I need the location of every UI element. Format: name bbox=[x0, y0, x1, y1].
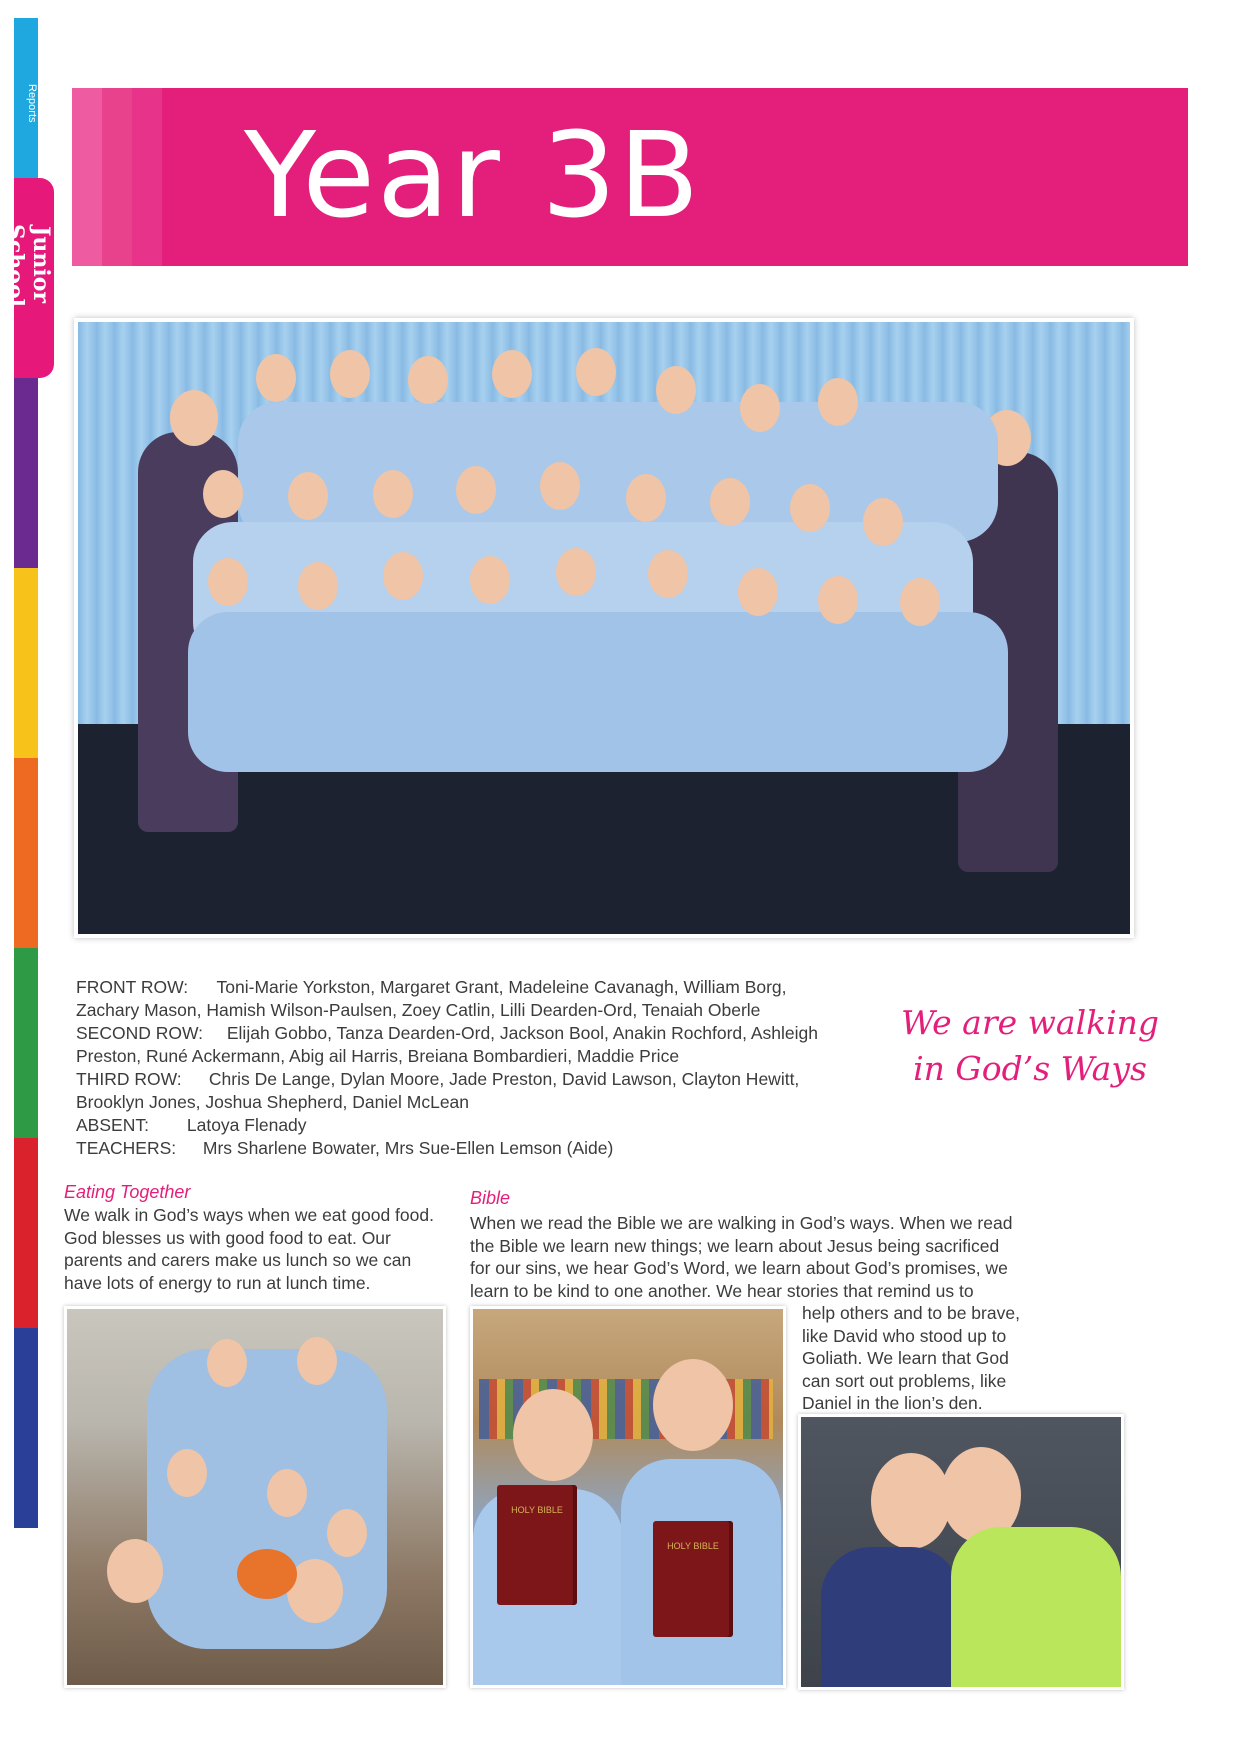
tab-section-purple[interactable] bbox=[14, 378, 38, 568]
tab-section-blue[interactable] bbox=[14, 1328, 38, 1528]
teachers-names: Mrs Sharlene Bowater, Mrs Sue-Ellen Lemson (Aide) bbox=[202, 1138, 614, 1158]
student-head bbox=[167, 1449, 207, 1497]
student-head bbox=[267, 1469, 307, 1517]
eating-together-heading: Eating Together bbox=[64, 1182, 191, 1202]
student-head bbox=[653, 1359, 733, 1451]
bible-book-label: HOLY BIBLE bbox=[667, 1541, 719, 1551]
absent-names: Latoya Flenady bbox=[186, 1115, 307, 1135]
motto-line-2: in God’s Ways bbox=[913, 1049, 1147, 1088]
student-head bbox=[513, 1389, 593, 1481]
front-row-names-1: Toni-Marie Yorkston, Margaret Grant, Madeleine Cavanagh, William Borg, bbox=[216, 977, 787, 997]
page-header-banner bbox=[72, 88, 1188, 266]
banner-stripe bbox=[102, 88, 132, 266]
teachers-line bbox=[76, 1137, 876, 1160]
student-head bbox=[330, 350, 370, 398]
bible-photo bbox=[470, 1306, 786, 1688]
tab-section-yellow[interactable] bbox=[14, 568, 38, 758]
student-head bbox=[408, 356, 448, 404]
tab-junior-school-label: Junior School bbox=[2, 223, 54, 307]
student-head bbox=[107, 1539, 163, 1603]
teachers-label: TEACHERS: bbox=[76, 1138, 177, 1158]
student-jacket bbox=[821, 1547, 961, 1687]
banner-stripe bbox=[72, 88, 102, 266]
student-head bbox=[203, 470, 243, 518]
motto bbox=[880, 1000, 1180, 1092]
student-head bbox=[900, 578, 940, 626]
tab-reports[interactable] bbox=[14, 18, 38, 178]
student-head bbox=[470, 556, 510, 604]
bible-book-label: HOLY BIBLE bbox=[511, 1505, 563, 1515]
second-row-line bbox=[76, 1022, 876, 1045]
front-row-names-2: Zachary Mason, Hamish Wilson-Paulsen, Zoey Catlin, Lilli Dearden-Ord, Tenaiah Oberle bbox=[76, 1000, 761, 1020]
absent-label: ABSENT: bbox=[76, 1115, 149, 1135]
teacher-head bbox=[170, 390, 218, 446]
bible-text-line: Goliath. We learn that God bbox=[802, 1348, 1009, 1368]
student-head bbox=[576, 348, 616, 396]
student-head bbox=[207, 1339, 247, 1387]
class-photo bbox=[74, 318, 1134, 938]
class-photo-image bbox=[78, 322, 1130, 934]
tab-section-green[interactable] bbox=[14, 948, 38, 1138]
tab-reports-label: Reports bbox=[26, 83, 38, 123]
student-head bbox=[818, 378, 858, 426]
student-shirt bbox=[951, 1527, 1121, 1687]
eating-text-line: We walk in God’s ways when we eat good food. bbox=[64, 1205, 434, 1225]
student-head bbox=[656, 366, 696, 414]
student-head bbox=[456, 466, 496, 514]
bible-text-line: learn to be kind to one another. We hear stories that remind us to bbox=[470, 1280, 974, 1301]
friends-hug-photo bbox=[798, 1414, 1124, 1690]
bible-heading: Bible bbox=[470, 1188, 511, 1208]
lunch-photo bbox=[64, 1306, 446, 1688]
eating-text-line: have lots of energy to run at lunch time. bbox=[64, 1272, 371, 1293]
bible-text-line: can sort out problems, like bbox=[802, 1370, 1007, 1391]
student-head bbox=[556, 548, 596, 596]
student-head bbox=[373, 470, 413, 518]
front-row-students bbox=[188, 612, 1008, 772]
third-row-line bbox=[76, 1068, 876, 1091]
student-head bbox=[540, 462, 580, 510]
bible-text-line: help others and to be brave, bbox=[802, 1303, 1020, 1323]
bible-text-continued bbox=[802, 1302, 1062, 1415]
bible-text bbox=[470, 1212, 1050, 1302]
bible-text-line: Daniel in the lion’s den. bbox=[802, 1393, 983, 1413]
motto-line-1: We are walking bbox=[900, 1003, 1160, 1042]
student-head bbox=[208, 558, 248, 606]
student-names-caption bbox=[76, 976, 876, 1160]
third-row-label: THIRD ROW: bbox=[76, 1069, 182, 1089]
student-head bbox=[740, 384, 780, 432]
student-head bbox=[790, 484, 830, 532]
student-head bbox=[710, 478, 750, 526]
eating-text-line: God blesses us with good food to eat. Our bbox=[64, 1227, 391, 1248]
bible-text-line: When we read the Bible we are walking in God’s ways. When we read bbox=[470, 1213, 1013, 1233]
orange-toy bbox=[237, 1549, 297, 1599]
student-head bbox=[327, 1509, 367, 1557]
second-row-names-1: Elijah Gobbo, Tanza Dearden-Ord, Jackson Bool, Anakin Rochford, Ashleigh bbox=[226, 1023, 819, 1043]
bible-book bbox=[653, 1521, 733, 1637]
student-head bbox=[256, 354, 296, 402]
second-row-label: SECOND ROW: bbox=[76, 1023, 204, 1043]
eating-text-line: parents and carers make us lunch so we can bbox=[64, 1250, 412, 1270]
front-row-label: FRONT ROW: bbox=[76, 977, 189, 997]
tab-section-red[interactable] bbox=[14, 1138, 38, 1328]
bible-text-line: for our sins, we hear God’s Word, we learn about God’s promises, we bbox=[470, 1258, 1008, 1278]
bible-text-line: the Bible we learn new things; we learn about Jesus being sacrificed bbox=[470, 1235, 1000, 1256]
third-row-names-2: Brooklyn Jones, Joshua Shepherd, Daniel McLean bbox=[76, 1092, 470, 1112]
second-row-names-2: Preston, Runé Ackermann, Abig ail Harris, Breiana Bombardieri, Maddie Price bbox=[76, 1046, 680, 1066]
student-head bbox=[648, 550, 688, 598]
student-head bbox=[818, 576, 858, 624]
student-head bbox=[871, 1453, 951, 1549]
student-head bbox=[863, 498, 903, 546]
student-head bbox=[492, 350, 532, 398]
banner-stripe bbox=[132, 88, 162, 266]
student-head bbox=[383, 552, 423, 600]
student-head bbox=[738, 568, 778, 616]
student-head bbox=[297, 1337, 337, 1385]
eating-together-text bbox=[64, 1204, 464, 1294]
front-row-line bbox=[76, 976, 876, 999]
student-head bbox=[626, 474, 666, 522]
student-head bbox=[298, 562, 338, 610]
bible-text-line: like David who stood up to bbox=[802, 1325, 1007, 1346]
page-title: Year 3B bbox=[244, 106, 702, 244]
student-head bbox=[288, 472, 328, 520]
tab-section-orange[interactable] bbox=[14, 758, 38, 948]
third-row-names-1: Chris De Lange, Dylan Moore, Jade Preston, David Lawson, Clayton Hewitt, bbox=[208, 1069, 800, 1089]
absent-line bbox=[76, 1114, 876, 1137]
bible-book bbox=[497, 1485, 577, 1605]
